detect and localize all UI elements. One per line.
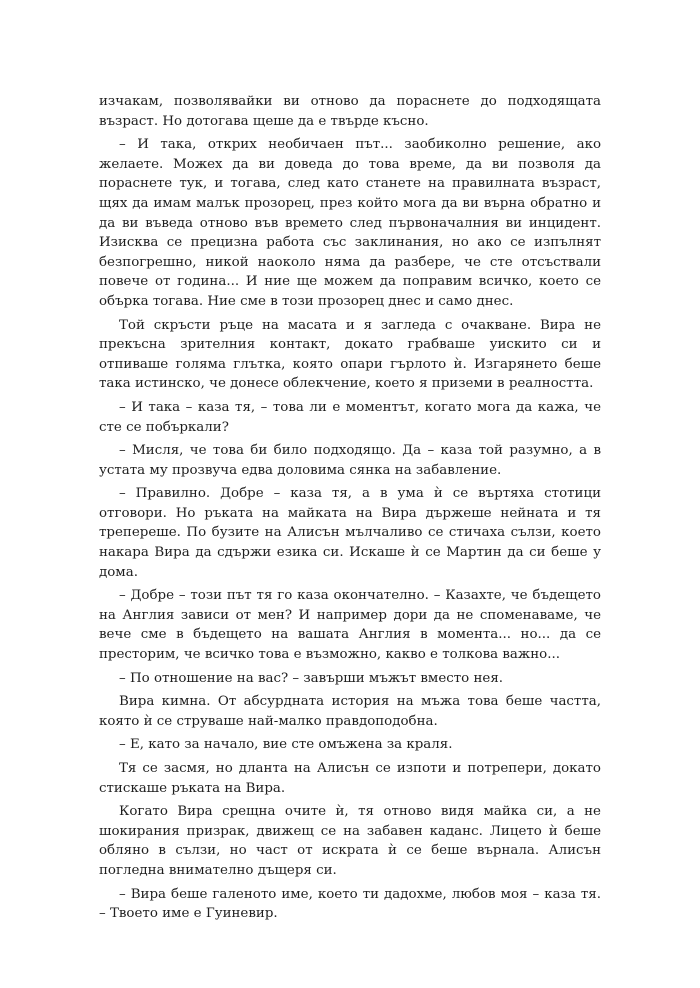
paragraph: Вира кимна. От абсурдната история на мъжа това беше частта, която ѝ се струваше най-малко правдоподобна. [99,694,601,729]
paragraph: Когато Вира срещна очите ѝ, тя отново видя майка си, а не шокирания призрак, движещ се на забавен каданс. Лицето ѝ беше обляно в сълзи, но част от искрата ѝ се беше върнала. Алисън погледна внимателно дъщеря си. [99,804,601,878]
paragraph: – И така – каза тя, – това ли е моментът, когато мога да кажа, че сте се побъркали? [99,399,601,435]
paragraph: – Вира беше галеното име, което ти дадохме, любов моя – каза тя. – Твоето име е Гуиневир. [99,886,601,922]
paragraph: Тя се засмя, но дланта на Алисън се изпоти и потрепери, докато стискаше ръката на Вира. [99,761,601,796]
paragraph: – И така, открих необичаен път... заобиколно решение, ако желаете. Можех да ви доведа до това време, да ви позволя да пораснете тук, и тогава, след като станете на правилната възраст, щях да имам малък прозорец, през който мога да ви върна обратно и да ви въведа отново във времето след първоначалния ви инцидент. Изисква се прецизна работа със заклинания, но ако се изпълнят безпогрешно, никой наоколо няма да разбере, че сте отсъствали повече от година... И ние ще можем да поправим всичко, което се обърка тогава. Ние сме в този прозорец днес и само днес. [99,137,601,309]
paragraph: – Е, като за начало, вие сте омъжена за краля. [119,737,453,753]
body-text [99,92,601,928]
paragraph: – По отношение на вас? – завърши мъжът вместо нея. [119,670,504,686]
paragraph: – Мисля, че това би било подходящо. Да – каза той разумно, а в устата му прозвуча едва доловима сянка на забавление. [99,443,601,478]
paragraph: – Добре – този път тя го каза окончателно. – Казахте, че бъдещето на Англия зависи от мен? И например дори да не споменаваме, че вече сме в бъдещето на вашата Англия в момента... но... да се престорим, че всичко това е възможно, какво е толкова важно... [99,588,601,663]
paragraph: изчакам, позволявайки ви отново да пораснете до подходящата възраст. Но дотогава щеше да е твърде късно. [99,94,601,129]
paragraph: – Правилно. Добре – каза тя, а в ума ѝ се въртяха стотици отговори. Но ръката на майката на Вира държеше нейната и тя трепереше. По бузите на Алисън мълчаливо се стичаха сълзи, което накара Вира да сдържи езика си. Искаше ѝ се Мартин да си беше у дома. [99,486,601,580]
paragraph: Той скръсти ръце на масата и я загледа с очакване. Вира не прекъсна зрителния контакт, докато грабваше уискито си и отпиваше голяма глътка, която опари гърлото ѝ. Изгарянето беше така истинско, че донесе облекчение, което я приземи в реалността. [99,317,601,392]
